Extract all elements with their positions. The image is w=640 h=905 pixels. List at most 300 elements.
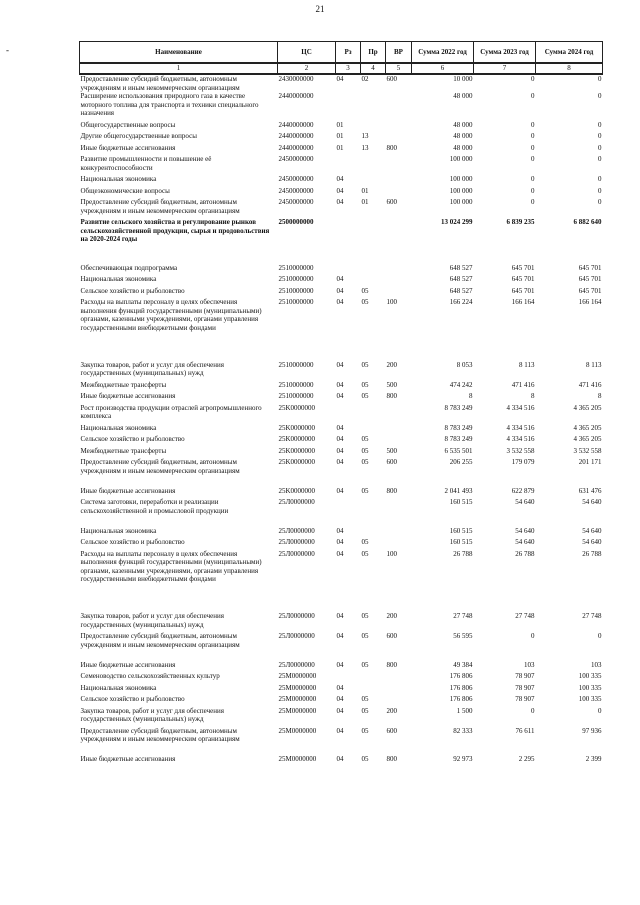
cell-vr: 800 bbox=[386, 486, 397, 495]
cell-sum-2024: 97 936 bbox=[582, 726, 602, 735]
cell-pr: 13 bbox=[361, 143, 369, 152]
cell-vr bbox=[386, 187, 412, 199]
cell-sum-2023: 0 bbox=[531, 75, 535, 83]
cell-sum-2022: 92 973 bbox=[453, 755, 473, 763]
cell-rz: 04 bbox=[336, 298, 344, 306]
cell-rz: 01 bbox=[336, 143, 344, 152]
cell-sum-2024: 54 640 bbox=[582, 538, 602, 546]
table-body bbox=[80, 74, 603, 767]
cell-vr bbox=[386, 684, 412, 696]
cell-rz: 04 bbox=[336, 392, 344, 400]
cell-name: Предоставление субсидий бюджетным, автономным учреждениям и иным некоммерческим организациям bbox=[80, 726, 240, 743]
cell-vr bbox=[386, 695, 412, 707]
cell-sum-2023: 0 bbox=[531, 198, 535, 206]
cell-sum-2023: 54 640 bbox=[515, 498, 535, 506]
cell-cs: 2440000000 bbox=[278, 132, 314, 140]
cell-sum-2024: 0 bbox=[598, 186, 602, 195]
cell-vr bbox=[386, 155, 412, 175]
margin-mark: - bbox=[6, 45, 9, 55]
cell-sum-2023: 0 bbox=[531, 92, 535, 100]
cell-rz bbox=[336, 498, 361, 527]
cell-vr: 200 bbox=[386, 360, 397, 369]
cell-cs: 25Л0000000 bbox=[278, 526, 315, 535]
cell-rz: 04 bbox=[336, 186, 344, 195]
cell-rz: 04 bbox=[336, 286, 344, 295]
table-row bbox=[80, 435, 603, 447]
cell-sum-2024: 0 bbox=[598, 132, 602, 140]
cell-rz: 04 bbox=[336, 538, 344, 546]
cell-cs: 25K0000000 bbox=[278, 458, 316, 466]
cell-pr: 05 bbox=[361, 706, 369, 715]
cell-rz: 04 bbox=[336, 175, 344, 183]
cell-name: Иные бюджетные ассигнования bbox=[80, 486, 176, 495]
cell-name: Предоставление субсидий бюджетным, автономным учреждениям и иным некоммерческим организациям bbox=[80, 75, 240, 92]
table-row bbox=[80, 550, 603, 613]
cell-rz: 04 bbox=[336, 275, 344, 283]
column-number: 3 bbox=[336, 63, 361, 74]
cell-pr: 05 bbox=[361, 538, 369, 546]
cell-sum-2023: 6 839 235 bbox=[506, 218, 535, 226]
cell-name: Иные бюджетные ассигнования bbox=[80, 755, 176, 763]
cell-sum-2022: 48 000 bbox=[453, 92, 473, 100]
cell-cs: 2500000000 bbox=[278, 218, 314, 226]
cell-rz: 04 bbox=[336, 612, 344, 620]
cell-name: Обеспечивающая подпрограмма bbox=[80, 263, 178, 272]
cell-sum-2023: 26 788 bbox=[515, 549, 535, 558]
cell-vr: 600 bbox=[386, 726, 397, 735]
cell-cs: 2440000000 bbox=[278, 143, 314, 152]
table-row bbox=[80, 381, 603, 393]
cell-pr bbox=[361, 92, 386, 121]
table-row bbox=[80, 632, 603, 661]
cell-cs: 25Л0000000 bbox=[278, 612, 315, 620]
cell-cs: 2450000000 bbox=[278, 155, 314, 163]
cell-name: Закупка товаров, работ и услуг для обеспечения государственных (муниципальных) нужд bbox=[80, 612, 224, 629]
cell-sum-2023: 471 416 bbox=[511, 380, 535, 389]
cell-cs: 25K0000000 bbox=[278, 403, 316, 412]
header-rz: Рз bbox=[336, 42, 361, 64]
cell-sum-2022: 48 000 bbox=[453, 143, 473, 152]
cell-sum-2023: 179 079 bbox=[511, 458, 535, 466]
cell-sum-2022: 206 255 bbox=[449, 458, 473, 466]
cell-rz: 04 bbox=[336, 75, 344, 83]
column-number: 4 bbox=[361, 63, 386, 74]
table-row bbox=[80, 121, 603, 133]
cell-vr bbox=[386, 275, 412, 287]
cell-sum-2023: 78 907 bbox=[515, 683, 535, 692]
cell-rz bbox=[336, 218, 361, 264]
column-number: 6 bbox=[412, 63, 474, 74]
table-row bbox=[80, 727, 603, 756]
cell-name: Межбюджетные трансферты bbox=[80, 380, 167, 389]
cell-pr: 05 bbox=[361, 286, 369, 295]
table-row bbox=[80, 487, 603, 499]
cell-name: Развитие промышленности и повышение её конкурентоспособности bbox=[80, 155, 212, 172]
table-row bbox=[80, 218, 603, 264]
cell-sum-2023: 54 640 bbox=[515, 526, 535, 535]
cell-sum-2024: 26 788 bbox=[582, 549, 602, 558]
cell-rz: 04 bbox=[336, 486, 344, 495]
cell-cs: 25M0000000 bbox=[278, 706, 317, 715]
table-row bbox=[80, 275, 603, 287]
cell-rz: 04 bbox=[336, 458, 344, 466]
cell-name: Иные бюджетные ассигнования bbox=[80, 143, 176, 152]
cell-sum-2024: 645 701 bbox=[578, 286, 602, 295]
cell-sum-2022: 648 527 bbox=[449, 286, 473, 295]
table-row bbox=[80, 155, 603, 175]
cell-sum-2022: 648 527 bbox=[449, 275, 473, 283]
cell-sum-2023: 645 701 bbox=[511, 275, 535, 283]
table-row bbox=[80, 175, 603, 187]
cell-cs: 25M0000000 bbox=[278, 695, 317, 703]
cell-sum-2022: 160 515 bbox=[449, 538, 473, 546]
cell-cs: 2440000000 bbox=[278, 92, 314, 100]
table-row bbox=[80, 187, 603, 199]
cell-sum-2022: 10 000 bbox=[453, 75, 473, 83]
cell-pr: 05 bbox=[361, 298, 369, 306]
table-row bbox=[80, 132, 603, 144]
cell-name: Национальная экономика bbox=[80, 526, 157, 535]
cell-sum-2023: 8 113 bbox=[519, 360, 535, 369]
table-row bbox=[80, 298, 603, 361]
cell-sum-2022: 176 806 bbox=[449, 683, 473, 692]
cell-sum-2022: 1 500 bbox=[456, 706, 473, 715]
cell-sum-2023: 2 295 bbox=[518, 755, 535, 763]
cell-sum-2023: 0 bbox=[531, 632, 535, 640]
cell-sum-2024: 0 bbox=[598, 120, 602, 129]
cell-sum-2022: 56 595 bbox=[453, 632, 473, 640]
cell-sum-2023: 166 164 bbox=[511, 298, 535, 306]
cell-rz: 04 bbox=[336, 549, 344, 558]
cell-sum-2022: 100 000 bbox=[449, 186, 473, 195]
cell-sum-2023: 0 bbox=[531, 132, 535, 140]
cell-vr bbox=[386, 538, 412, 550]
table-row bbox=[80, 695, 603, 707]
cell-sum-2024: 166 164 bbox=[578, 298, 602, 306]
cell-sum-2022: 176 806 bbox=[449, 672, 473, 680]
cell-name: Общегосударственные вопросы bbox=[80, 120, 176, 129]
column-number: 8 bbox=[536, 63, 603, 74]
cell-rz: 04 bbox=[336, 380, 344, 389]
cell-cs: 25Л0000000 bbox=[278, 498, 315, 506]
cell-pr: 05 bbox=[361, 380, 369, 389]
cell-sum-2023: 4 334 516 bbox=[506, 435, 535, 443]
cell-sum-2023: 54 640 bbox=[515, 538, 535, 546]
cell-rz bbox=[336, 264, 361, 276]
cell-sum-2022: 8 783 249 bbox=[444, 423, 473, 432]
cell-sum-2022: 100 000 bbox=[449, 175, 473, 183]
cell-vr: 800 bbox=[386, 392, 397, 400]
cell-pr: 05 bbox=[361, 612, 369, 620]
cell-sum-2022: 13 024 299 bbox=[441, 218, 473, 226]
cell-sum-2023: 4 334 516 bbox=[506, 423, 535, 432]
cell-name: Сельское хозяйство и рыболовство bbox=[80, 286, 185, 295]
cell-pr bbox=[361, 155, 386, 175]
cell-name: Развитие сельского хозяйства и регулирование рынков сельскохозяйственной продукции, сырья и продовольствия на 2020-2024 годы bbox=[80, 218, 270, 243]
cell-pr bbox=[361, 527, 386, 539]
cell-sum-2023: 0 bbox=[531, 706, 535, 715]
cell-sum-2024: 8 113 bbox=[586, 360, 602, 369]
cell-pr: 13 bbox=[361, 132, 369, 140]
cell-vr bbox=[386, 527, 412, 539]
cell-cs: 25K0000000 bbox=[278, 435, 316, 443]
cell-name: Семеноводство сельскохозяйственных культур bbox=[80, 672, 220, 680]
table-row bbox=[80, 264, 603, 276]
cell-sum-2023: 645 701 bbox=[511, 263, 535, 272]
cell-sum-2024: 645 701 bbox=[578, 263, 602, 272]
table-row bbox=[80, 392, 603, 404]
cell-sum-2023: 27 748 bbox=[515, 612, 535, 620]
cell-name: Расширение использования природного газа в качестве моторного топлива для транспорта и техники специального назначения bbox=[80, 92, 259, 117]
cell-sum-2022: 8 783 249 bbox=[444, 435, 473, 443]
cell-name: Иные бюджетные ассигнования bbox=[80, 660, 176, 669]
cell-rz bbox=[336, 155, 361, 175]
table-row bbox=[80, 458, 603, 487]
cell-sum-2024: 0 bbox=[598, 75, 602, 83]
cell-vr bbox=[386, 424, 412, 436]
cell-sum-2024: 0 bbox=[598, 143, 602, 152]
cell-cs: 25K0000000 bbox=[278, 486, 316, 495]
header-vr: ВР bbox=[386, 42, 412, 64]
cell-cs: 2510000000 bbox=[278, 263, 314, 272]
cell-sum-2024: 6 882 640 bbox=[573, 218, 602, 226]
cell-cs: 2440000000 bbox=[278, 120, 314, 129]
cell-name: Расходы на выплаты персоналу в целях обеспечения выполнения функций государственными (муниципальными) органами, казенными учреждениями, органами управления государственными внебюджетными фондами bbox=[80, 549, 262, 583]
table-row bbox=[80, 404, 603, 424]
cell-rz bbox=[336, 92, 361, 121]
cell-pr: 01 bbox=[361, 198, 369, 206]
cell-name: Закупка товаров, работ и услуг для обеспечения государственных (муниципальных) нужд bbox=[80, 706, 224, 723]
cell-pr: 05 bbox=[361, 392, 369, 400]
cell-sum-2024: 631 476 bbox=[578, 486, 602, 495]
cell-name: Общеэкономические вопросы bbox=[80, 186, 170, 195]
cell-sum-2024: 103 bbox=[591, 660, 602, 669]
cell-rz: 01 bbox=[336, 120, 344, 129]
cell-sum-2022: 100 000 bbox=[449, 198, 473, 206]
cell-rz: 04 bbox=[336, 446, 344, 455]
column-number-row bbox=[80, 63, 603, 74]
cell-pr: 05 bbox=[361, 435, 369, 443]
cell-vr: 800 bbox=[386, 143, 397, 152]
cell-pr bbox=[361, 424, 386, 436]
cell-cs: 2510000000 bbox=[278, 360, 314, 369]
cell-name: Предоставление субсидий бюджетным, автономным учреждениям и иным некоммерческим организациям bbox=[80, 458, 240, 475]
cell-sum-2023: 3 532 558 bbox=[506, 446, 535, 455]
header-sum-2024: Сумма 2024 год bbox=[536, 42, 603, 64]
cell-sum-2023: 0 bbox=[531, 186, 535, 195]
cell-sum-2023: 0 bbox=[531, 143, 535, 152]
cell-vr: 800 bbox=[386, 660, 397, 669]
cell-sum-2024: 0 bbox=[598, 198, 602, 206]
table-row bbox=[80, 144, 603, 156]
table-row bbox=[80, 707, 603, 727]
cell-cs: 2450000000 bbox=[278, 175, 314, 183]
cell-rz bbox=[336, 672, 361, 684]
cell-rz: 04 bbox=[336, 706, 344, 715]
cell-sum-2023: 76 611 bbox=[515, 726, 535, 735]
cell-rz: 04 bbox=[336, 695, 344, 703]
table-row bbox=[80, 447, 603, 459]
cell-sum-2022: 474 242 bbox=[449, 380, 473, 389]
cell-vr: 100 bbox=[386, 298, 397, 306]
cell-name: Расходы на выплаты персоналу в целях обеспечения выполнения функций государственными (муниципальными) органами, казенными учреждениями, органами управления государственными внебюджетными фондами bbox=[80, 298, 262, 332]
table-row bbox=[80, 74, 603, 92]
table-row bbox=[80, 424, 603, 436]
cell-vr bbox=[386, 175, 412, 187]
cell-sum-2022: 8 783 249 bbox=[444, 403, 473, 412]
cell-pr bbox=[361, 264, 386, 276]
cell-rz: 04 bbox=[336, 526, 344, 535]
table-row bbox=[80, 198, 603, 218]
cell-sum-2024: 0 bbox=[598, 155, 602, 163]
cell-vr bbox=[386, 672, 412, 684]
cell-name: Закупка товаров, работ и услуг для обеспечения государственных (муниципальных) нужд bbox=[80, 360, 224, 377]
cell-cs: 25K0000000 bbox=[278, 446, 316, 455]
cell-cs: 25K0000000 bbox=[278, 423, 316, 432]
cell-sum-2024: 3 532 558 bbox=[573, 446, 602, 455]
cell-name: Рост производства продукции отраслей агропромышленного комплекса bbox=[80, 403, 262, 420]
cell-pr bbox=[361, 218, 386, 264]
cell-name: Национальная экономика bbox=[80, 423, 157, 432]
cell-cs: 25M0000000 bbox=[278, 672, 317, 680]
table-row bbox=[80, 661, 603, 673]
cell-sum-2022: 8 053 bbox=[456, 360, 473, 369]
cell-name: Сельское хозяйство и рыболовство bbox=[80, 695, 185, 703]
cell-vr: 500 bbox=[386, 446, 397, 455]
cell-cs: 2430000000 bbox=[278, 75, 314, 83]
cell-name: Предоставление субсидий бюджетным, автономным учреждениям и иным некоммерческим организациям bbox=[80, 632, 240, 649]
cell-vr bbox=[386, 132, 412, 144]
cell-name: Сельское хозяйство и рыболовство bbox=[80, 538, 185, 546]
cell-pr: 05 bbox=[361, 755, 369, 763]
cell-sum-2022: 8 bbox=[469, 392, 473, 400]
cell-cs: 2510000000 bbox=[278, 286, 314, 295]
cell-sum-2022: 82 333 bbox=[453, 726, 473, 735]
cell-sum-2022: 648 527 bbox=[449, 263, 473, 272]
cell-vr bbox=[386, 92, 412, 121]
table-row bbox=[80, 498, 603, 527]
cell-vr bbox=[386, 404, 412, 424]
cell-vr: 600 bbox=[386, 458, 397, 466]
cell-sum-2022: 2 041 493 bbox=[444, 486, 473, 495]
cell-sum-2022: 160 515 bbox=[449, 526, 473, 535]
cell-pr: 05 bbox=[361, 446, 369, 455]
cell-sum-2024: 0 bbox=[598, 706, 602, 715]
cell-sum-2024: 4 365 205 bbox=[573, 403, 602, 412]
cell-pr bbox=[361, 175, 386, 187]
cell-name: Система заготовки, переработки и реализации сельскохозяйственной и промысловой продукции bbox=[80, 498, 229, 515]
header-cs: ЦС bbox=[278, 42, 336, 64]
cell-sum-2023: 4 334 516 bbox=[506, 403, 535, 412]
cell-vr bbox=[386, 287, 412, 299]
cell-sum-2022: 48 000 bbox=[453, 120, 473, 129]
column-number: 1 bbox=[80, 63, 278, 74]
cell-sum-2024: 0 bbox=[598, 175, 602, 183]
cell-sum-2024: 0 bbox=[598, 92, 602, 100]
cell-pr: 05 bbox=[361, 726, 369, 735]
cell-sum-2023: 0 bbox=[531, 120, 535, 129]
cell-cs: 2510000000 bbox=[278, 275, 314, 283]
header-row bbox=[80, 42, 603, 64]
table-row bbox=[80, 672, 603, 684]
cell-rz: 01 bbox=[336, 132, 344, 140]
cell-name: Национальная экономика bbox=[80, 683, 157, 692]
column-number: 7 bbox=[474, 63, 536, 74]
cell-sum-2022: 160 515 bbox=[449, 498, 473, 506]
cell-sum-2022: 49 384 bbox=[453, 660, 473, 669]
cell-cs: 25M0000000 bbox=[278, 683, 317, 692]
cell-pr: 05 bbox=[361, 695, 369, 703]
cell-cs: 2510000000 bbox=[278, 380, 314, 389]
cell-sum-2022: 176 806 bbox=[449, 695, 473, 703]
cell-rz: 04 bbox=[336, 683, 344, 692]
table-header bbox=[80, 42, 603, 75]
cell-rz: 04 bbox=[336, 423, 344, 432]
cell-sum-2022: 27 748 bbox=[453, 612, 473, 620]
cell-vr bbox=[386, 264, 412, 276]
cell-name: Сельское хозяйство и рыболовство bbox=[80, 435, 185, 443]
cell-rz: 04 bbox=[336, 360, 344, 369]
cell-pr bbox=[361, 672, 386, 684]
header-sum-2023: Сумма 2023 год bbox=[474, 42, 536, 64]
cell-sum-2024: 100 335 bbox=[578, 672, 602, 680]
cell-sum-2024: 54 640 bbox=[582, 498, 602, 506]
cell-cs: 25Л0000000 bbox=[278, 549, 315, 558]
cell-vr bbox=[386, 498, 412, 527]
cell-vr: 200 bbox=[386, 612, 397, 620]
cell-sum-2023: 78 907 bbox=[515, 672, 535, 680]
cell-sum-2024: 2 399 bbox=[585, 755, 602, 763]
cell-sum-2023: 0 bbox=[531, 155, 535, 163]
cell-rz bbox=[336, 404, 361, 424]
cell-vr: 600 bbox=[386, 75, 397, 83]
page-number: 21 bbox=[315, 4, 325, 14]
cell-vr: 500 bbox=[386, 380, 397, 389]
cell-sum-2024: 100 335 bbox=[578, 683, 602, 692]
cell-sum-2024: 54 640 bbox=[582, 526, 602, 535]
cell-pr: 05 bbox=[361, 660, 369, 669]
cell-rz: 04 bbox=[336, 755, 344, 763]
table-row bbox=[80, 755, 603, 767]
cell-name: Предоставление субсидий бюджетным, автономным учреждениям и иным некоммерческим организациям bbox=[80, 198, 240, 215]
cell-sum-2024: 201 171 bbox=[578, 458, 602, 466]
cell-sum-2024: 0 bbox=[598, 632, 602, 640]
cell-vr: 100 bbox=[386, 549, 397, 558]
cell-sum-2024: 27 748 bbox=[582, 612, 602, 620]
cell-sum-2022: 26 788 bbox=[453, 549, 473, 558]
cell-name: Иные бюджетные ассигнования bbox=[80, 392, 176, 400]
cell-sum-2023: 622 879 bbox=[511, 486, 535, 495]
cell-rz: 04 bbox=[336, 198, 344, 206]
cell-sum-2024: 8 bbox=[598, 392, 602, 400]
cell-sum-2022: 100 000 bbox=[449, 155, 473, 163]
cell-cs: 25Л0000000 bbox=[278, 538, 315, 546]
budget-table bbox=[79, 41, 603, 767]
cell-vr bbox=[386, 121, 412, 133]
cell-sum-2023: 645 701 bbox=[511, 286, 535, 295]
cell-rz: 04 bbox=[336, 632, 344, 640]
cell-vr: 800 bbox=[386, 755, 397, 763]
cell-sum-2024: 471 416 bbox=[578, 380, 602, 389]
table-row bbox=[80, 538, 603, 550]
cell-sum-2024: 4 365 205 bbox=[573, 435, 602, 443]
cell-cs: 25M0000000 bbox=[278, 755, 317, 763]
table-row bbox=[80, 684, 603, 696]
cell-cs: 2450000000 bbox=[278, 198, 314, 206]
cell-cs: 2450000000 bbox=[278, 186, 314, 195]
cell-vr: 600 bbox=[386, 198, 397, 206]
column-number: 5 bbox=[386, 63, 412, 74]
